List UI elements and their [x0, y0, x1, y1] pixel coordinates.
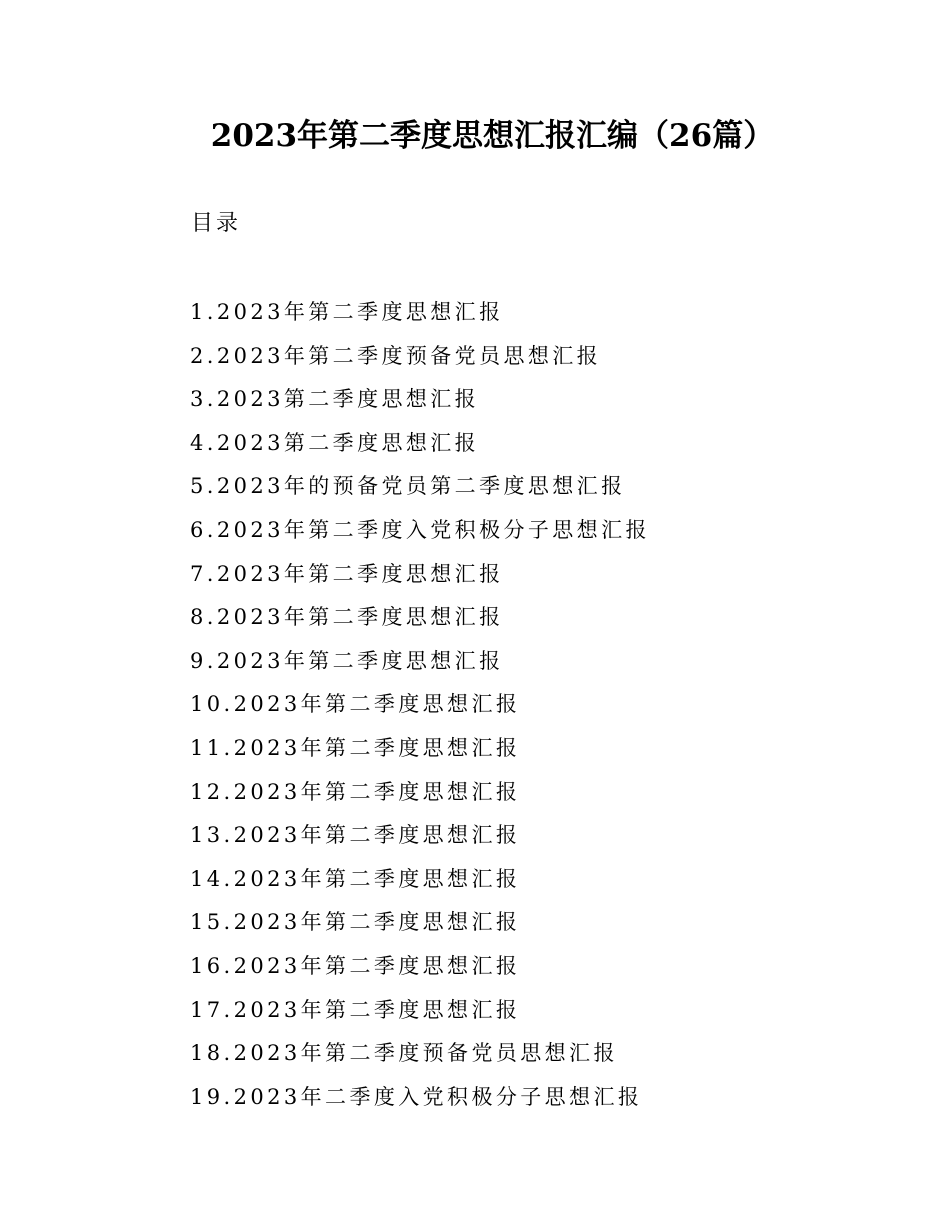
toc-item[interactable]: 14.2023年第二季度思想汇报 — [190, 866, 521, 891]
toc-item[interactable]: 8.2023年第二季度思想汇报 — [190, 605, 504, 630]
toc-item[interactable]: 2.2023年第二季度预备党员思想汇报 — [190, 343, 602, 368]
toc-heading: 目录 — [191, 211, 242, 236]
toc-item[interactable]: 10.2023年第二季度思想汇报 — [190, 692, 521, 717]
toc-item[interactable]: 18.2023年第二季度预备党员思想汇报 — [190, 1041, 618, 1066]
toc-item[interactable]: 17.2023年第二季度思想汇报 — [190, 997, 521, 1022]
toc-item[interactable]: 12.2023年第二季度思想汇报 — [190, 779, 521, 804]
toc-item[interactable]: 15.2023年第二季度思想汇报 — [190, 910, 521, 935]
toc-item[interactable]: 6.2023年第二季度入党积极分子思想汇报 — [190, 517, 650, 542]
toc-item[interactable]: 7.2023年第二季度思想汇报 — [190, 561, 504, 586]
toc-list — [190, 292, 650, 1120]
toc-item[interactable]: 19.2023年二季度入党积极分子思想汇报 — [190, 1084, 643, 1109]
toc-item[interactable]: 3.2023第二季度思想汇报 — [190, 387, 480, 412]
toc-item[interactable]: 1.2023年第二季度思想汇报 — [190, 300, 504, 324]
document-title: 2023年第二季度思想汇报汇编（26篇） — [210, 118, 775, 154]
toc-item[interactable]: 16.2023年第二季度思想汇报 — [190, 953, 521, 978]
toc-item[interactable]: 5.2023年的预备党员第二季度思想汇报 — [190, 474, 626, 499]
toc-item[interactable]: 13.2023年第二季度思想汇报 — [190, 823, 521, 848]
toc-item[interactable]: 11.2023年第二季度思想汇报 — [190, 735, 521, 760]
toc-item[interactable]: 9.2023年第二季度思想汇报 — [190, 648, 504, 673]
toc-item[interactable]: 4.2023第二季度思想汇报 — [190, 430, 480, 455]
